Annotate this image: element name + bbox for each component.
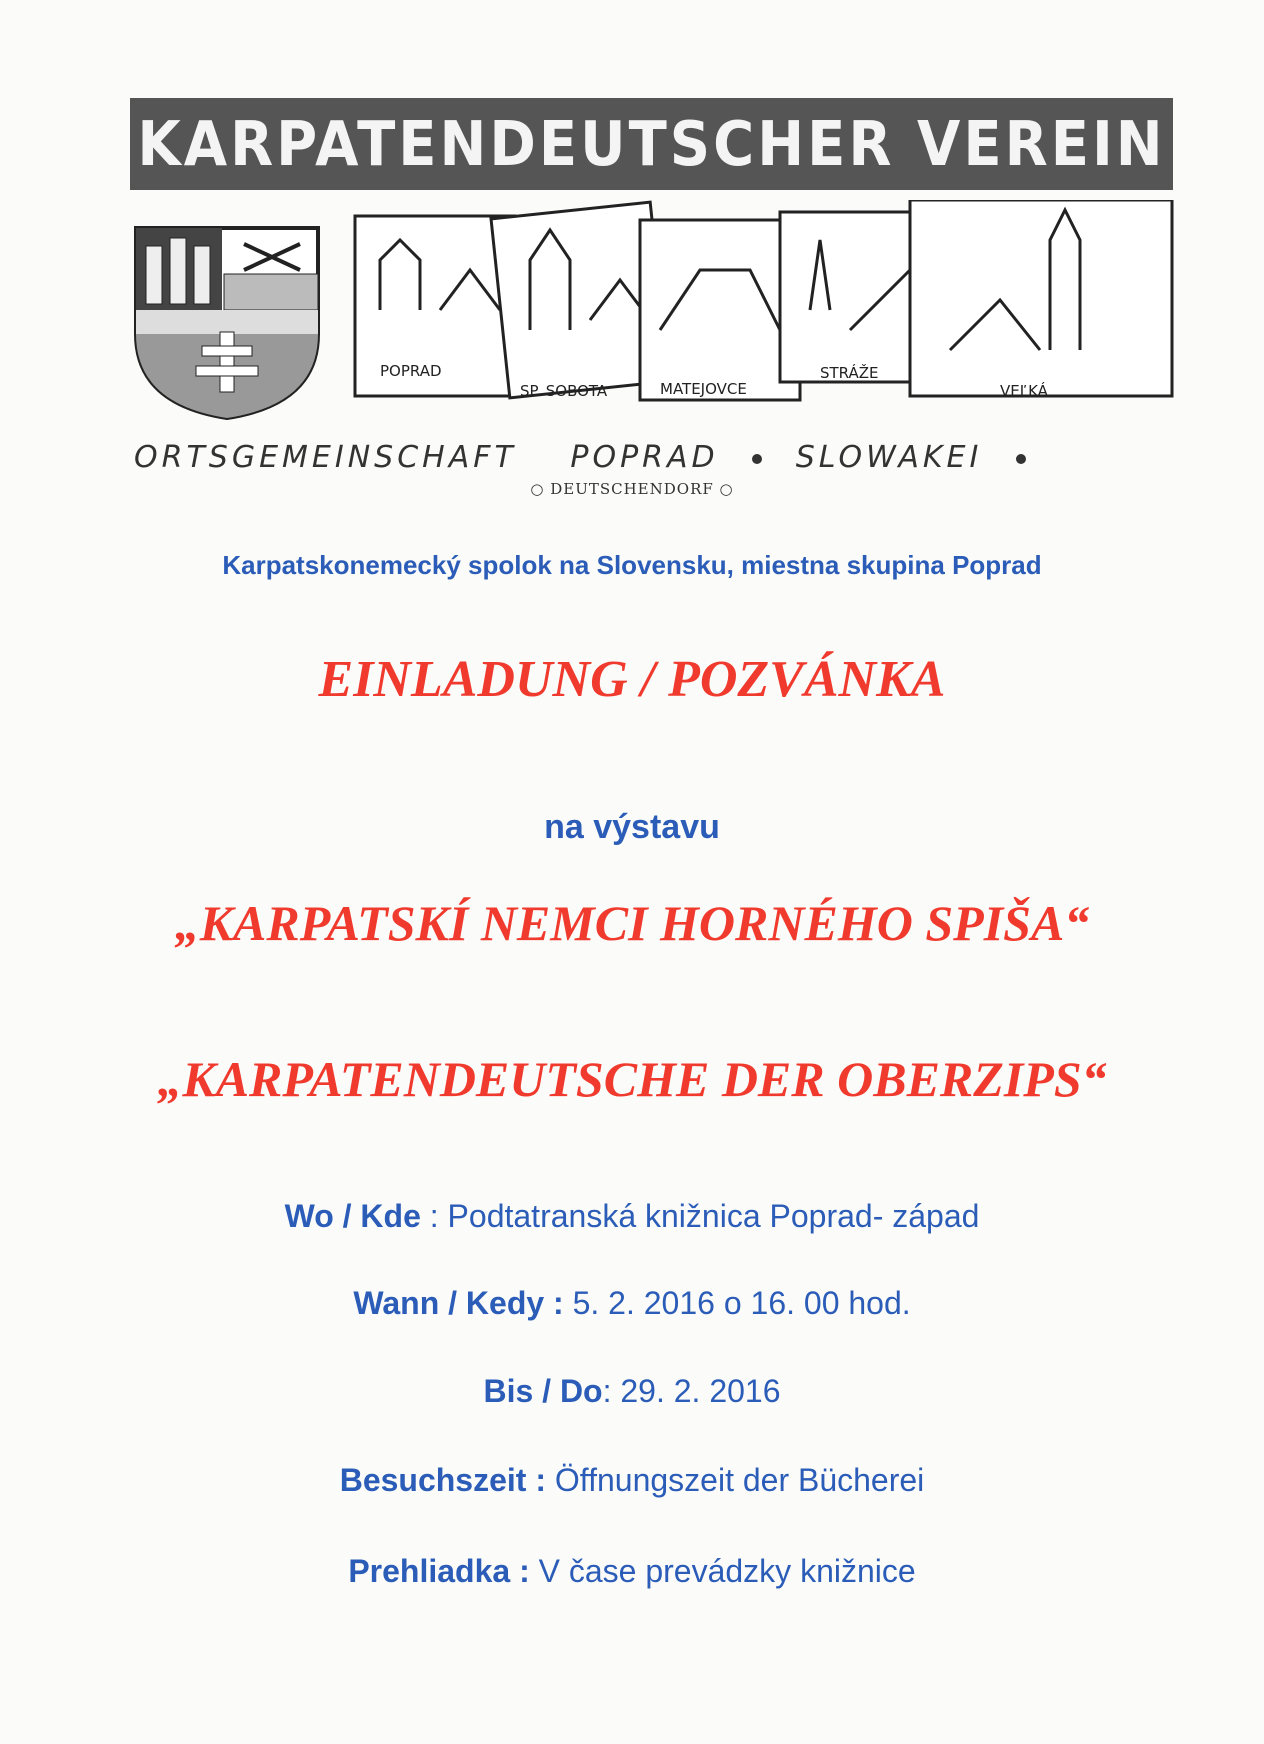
ortsgemeinschaft-line — [134, 440, 1144, 480]
deutschendorf-label: DEUTSCHENDORF — [550, 480, 714, 498]
header-banner — [130, 98, 1173, 190]
detail-separator: : — [544, 1285, 573, 1321]
coat-of-arms-icon — [132, 224, 322, 420]
detail-value: 29. 2. 2016 — [620, 1373, 781, 1409]
detail-separator: : — [526, 1462, 555, 1498]
ortsgemeinschaft-label: ORTSGEMEINSCHAFT — [134, 440, 517, 475]
detail-separator: : — [420, 1198, 448, 1234]
exhibition-title-sk: „KARPATSKÍ NEMCI HORNÉHO SPIŠA“ — [174, 895, 1090, 951]
detail-label: Wann / Kedy — [353, 1285, 545, 1321]
country-label: SLOWAKEI — [795, 440, 983, 475]
deutschendorf-line: ○ DEUTSCHENDORF ○ — [530, 480, 734, 498]
invitation-title: EINLADUNG / POZVÁNKA — [318, 651, 946, 708]
towns-sketch-icon — [350, 200, 1176, 424]
detail-date — [0, 1285, 1264, 1322]
detail-location — [0, 1198, 1264, 1235]
bullet-icon — [752, 454, 762, 464]
detail-label: Bis / Do — [483, 1373, 603, 1409]
detail-value: V čase prevádzky knižnice — [538, 1553, 916, 1589]
detail-label: Prehliadka — [348, 1553, 511, 1589]
sketch-label: STRÁŽE — [820, 364, 879, 382]
detail-value: Podtatranská knižnica Poprad- západ — [447, 1198, 980, 1234]
bullet-icon — [1016, 454, 1026, 464]
sketch-label: MATEJOVCE — [660, 380, 747, 398]
detail-separator: : — [602, 1373, 621, 1409]
detail-until — [0, 1373, 1264, 1410]
city-label: POPRAD — [570, 440, 719, 475]
exhibition-title-de: „KARPATENDEUTSCHE DER OBERZIPS“ — [157, 1051, 1107, 1107]
detail-value: 5. 2. 2016 o 16. 00 hod. — [572, 1285, 911, 1321]
detail-separator: : — [510, 1553, 539, 1589]
banner-title: KARPATENDEUTSCHER VEREIN — [137, 108, 1166, 180]
sketch-label: SP. SOBOTA — [520, 382, 608, 400]
detail-label: Besuchszeit — [339, 1462, 527, 1498]
organization-name: Karpatskonemecký spolok na Slovensku, miestna skupina Poprad — [222, 550, 1042, 580]
detail-visiting-time — [0, 1462, 1264, 1499]
sketch-label: VEĽKÁ — [1000, 382, 1048, 400]
detail-value: Öffnungszeit der Bücherei — [554, 1462, 925, 1498]
detail-label: Wo / Kde — [284, 1198, 421, 1234]
exhibition-intro: na výstavu — [544, 808, 720, 846]
sketch-label: POPRAD — [380, 362, 442, 380]
detail-tour — [0, 1553, 1264, 1590]
